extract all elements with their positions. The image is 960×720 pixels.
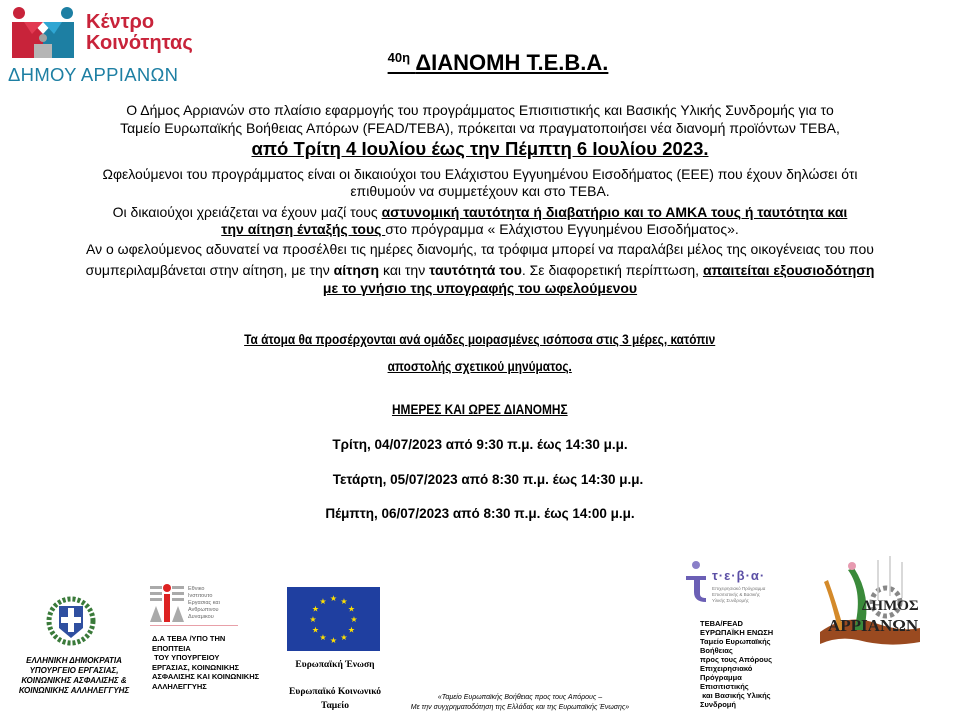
schedule-heading-text: ΗΜΕΡΕΣ ΚΑΙ ΩΡΕΣ ΔΙΑΝΟΜΗΣ: [392, 402, 568, 417]
eiead-logo: [150, 584, 240, 626]
greek-coat-of-arms-icon: [45, 596, 97, 646]
eiead-mark-icon: [150, 584, 184, 626]
svg-text:★: ★: [350, 615, 358, 624]
eu-caption: Ευρωπαϊκή Ένωση: [295, 660, 375, 670]
beneficiaries-line-1: Ωφελούμενοι του προγράμματος είναι οι δικαιούχοι του Ελάχιστου Εγγυημένου Εισοδήματος (ΕΕΕ) που έχουν δηλώσει ότι: [102, 166, 858, 182]
svg-text:★: ★: [340, 633, 348, 642]
proxy-text-a: συμπεριλαμβάνεται στην αίτηση, με την: [85, 262, 334, 278]
schedule-row-tuesday: Τρίτη, 04/07/2023 από 9:30 π.μ. έως 14:30 μ.μ.: [332, 437, 628, 452]
proxy-id: ταυτότητά του: [429, 262, 522, 278]
proxy-application: αίτηση: [333, 262, 380, 278]
caption-line: ΑΛΛΗΛΕΓΓΥΗΣ: [152, 681, 207, 691]
title-text: ΔΙΑΝΟΜΗ Τ.Ε.Β.Α.: [415, 50, 609, 75]
proxy-text-d: . Σε διαφορετική περίπτωση,: [521, 262, 703, 278]
greek-republic-caption: [14, 656, 134, 696]
teba-sub-line: Υλικής Συνδρομής: [712, 598, 749, 603]
caption-line: ΚΟΙΝΩΝΙΚΗΣ ΑΣΦΑΛΙΣΗΣ &: [21, 676, 127, 685]
caption-line: Ταμείο: [321, 701, 349, 711]
documents-application: την αίτηση ένταξής τους: [221, 221, 386, 237]
documents-line-2: [0, 221, 960, 238]
caption-line: και Βασικής Υλικής: [700, 691, 771, 700]
date-range-text: από Τρίτη 4 Ιουλίου έως την Πέμπτη 6 Ιουλίου 2023.: [251, 138, 709, 159]
caption-line: Συνδρομή: [700, 700, 736, 709]
groups-line-1: [0, 331, 960, 348]
page-title: [0, 50, 960, 76]
title-number: 40η: [387, 50, 411, 65]
svg-text:★: ★: [319, 597, 327, 606]
intro-line-2: Ταμείο Ευρωπαϊκής Βοήθειας Απόρων (FEAD/ΤΕΒΑ), πρόκειται να πραγματοποιήσει νέα διανομή προϊόντων ΤΕΒΑ,: [120, 120, 840, 136]
proxy-text-c: και την: [379, 262, 430, 278]
teba-logo: [684, 560, 774, 610]
caption-line: ΤΟΥ ΥΠΟΥΡΓΕΙΟΥ: [152, 653, 220, 662]
dimos-line1: ΔΗΜΟΣ: [862, 598, 919, 614]
svg-text:★: ★: [309, 615, 317, 624]
date-range: [0, 140, 960, 159]
caption-line: ΚΟΙΝΩΝΙΚΗΣ ΑΛΛΗΛΕΓΓΥΗΣ: [18, 686, 130, 695]
groups-text-2: αποστολής σχετικού μηνύματος.: [387, 359, 573, 374]
logo-brand-line2: Κοινότητας: [86, 32, 193, 54]
greek-emblem: [45, 596, 97, 646]
eiead-text-line: Ανθρωπινου: [188, 607, 219, 613]
svg-text:★: ★: [347, 604, 356, 614]
eiead-caption: [152, 634, 282, 691]
svg-text:★: ★: [319, 633, 327, 642]
caption-line: Επιχειρησιακό: [700, 664, 753, 673]
quote-line: «Ταμείο Ευρωπαϊκής Βοήθειας προς τους Απόρους –: [437, 694, 603, 701]
proxy-line-2: [0, 262, 960, 279]
intro-line-1: Ο Δήμος Αρριανών στο πλαίσιο εφαρμογής του προγράμματος Επισιτιστικής και Βασικής Υλικής Συνδρομής για το: [126, 102, 834, 118]
proxy-line-1: Αν ο ωφελούμενος αδυνατεί να προσέλθει τις ημέρες διανομής, τα τρόφιμα μπορεί να παραλάβει μέλος της οικογένειας του που: [86, 241, 874, 257]
proxy-authorization: απαιτείται εξουσιοδότηση: [702, 262, 875, 278]
eiead-text-line: Ινστιτουτο: [188, 593, 213, 599]
svg-text:★: ★: [347, 625, 356, 635]
schedule-row-wednesday: Τετάρτη, 05/07/2023 από 8:30 π.μ. έως 14:30 μ.μ.: [332, 472, 644, 487]
teba-sub-line: Επισιτιστικής & Βασικής: [712, 592, 760, 597]
eu-stars-icon: [287, 587, 380, 651]
caption-line: Δ.Α ΤΕΒΑ /ΥΠΟ ΤΗΝ: [152, 634, 226, 643]
caption-line: ΕΡΓΑΣΙΑΣ, ΚΟΙΝΩΝΙΚΗΣ: [152, 662, 240, 672]
caption-line: ΕΠΟΠΤΕΙΑ: [152, 643, 191, 653]
schedule-row-thursday: Πέμπτη, 06/07/2023 από 8:30 π.μ. έως 14:00 μ.μ.: [325, 506, 635, 521]
caption-line: Πρόγραμμα: [700, 673, 742, 682]
logo-brand-line1: Κέντρο: [86, 11, 155, 33]
caption-line: ΥΠΟΥΡΓΕΙΟ ΕΡΓΑΣΙΑΣ,: [29, 666, 119, 675]
svg-text:★: ★: [311, 604, 320, 614]
documents-required: αστυνομική ταυτότητα ή διαβατήριο και το ΑΜΚΑ τους ή ταυτότητα και: [381, 204, 848, 220]
caption-line: Επισιτιστικής: [700, 682, 749, 691]
eiead-text-line: Δυναμικου: [188, 614, 214, 620]
caption-line: ΤΕΒΑ/FEAD: [700, 619, 743, 628]
caption-line: Ταμείο Ευρωπαϊκής: [700, 637, 771, 646]
proxy-signature: με το γνήσιο της υπογραφής του ωφελούμενου: [322, 280, 638, 296]
svg-text:★: ★: [340, 597, 348, 606]
fund-quote: [370, 693, 670, 713]
teba-caption: [700, 619, 790, 709]
caption-line: Ευρωπαϊκό Κοινωνικό: [289, 687, 381, 697]
teba-mark-icon: [684, 560, 710, 604]
documents-line-1: [0, 204, 960, 221]
beneficiaries-line-2: επιθυμούν να συμμετέχουν και στο ΤΕΒΑ.: [350, 183, 610, 199]
logo-subtitle: ΔΗΜΟΥ ΑΡΡΙΑΝΩΝ: [8, 64, 179, 85]
quote-line: Με την συγχρηματοδότηση της Ελλάδας και της Ευρωπαϊκής Ένωσης»: [410, 704, 630, 711]
svg-text:★: ★: [311, 625, 320, 635]
schedule-heading: [0, 401, 960, 418]
caption-line: ΑΣΦΑΛΙΣΗΣ ΚΑΙ ΚΟΙΝΩΝΙΚΗΣ: [152, 672, 260, 681]
caption-line: ΕΛΛΗΝΙΚΗ ΔΗΜΟΚΡΑΤΙΑ: [26, 656, 122, 665]
groups-line-2: [0, 358, 960, 375]
groups-text-1: Τα άτομα θα προσέρχονται ανά ομάδες μοιρασμένες ισόποσα στις 3 μέρες, κατόπιν: [244, 332, 716, 347]
svg-text:★: ★: [329, 594, 338, 603]
documents-suffix: στο πρόγραμμα « Ελάχιστου Εγγυημένου Εισοδήματος».: [385, 221, 739, 237]
caption-line: ΕΥΡΩΠΑΪΚΗ ΕΝΩΣΗ: [700, 628, 774, 637]
teba-sub-line: Επιχειρησιακό Πρόγραμμα: [712, 586, 766, 591]
teba-word: τ·ε·β·α·: [712, 568, 766, 583]
dimos-line2: ΑΡΡΙΑΝΩΝ: [828, 616, 919, 635]
documents-prefix: Οι δικαιούχοι χρειάζεται να έχουν μαζί τους: [112, 204, 382, 220]
proxy-line-3: [0, 280, 960, 297]
eu-flag: [287, 587, 380, 651]
eiead-text-line: Εθνικο: [188, 586, 205, 592]
caption-line: Βοήθειας: [700, 646, 733, 655]
svg-text:★: ★: [329, 636, 338, 645]
eiead-text-line: Εργασιας και: [188, 600, 220, 606]
dimos-arrianon-logo: [818, 552, 922, 652]
kentro-koinotitas-logo: [6, 2, 206, 92]
caption-line: προς τους Απόρους: [700, 655, 772, 664]
